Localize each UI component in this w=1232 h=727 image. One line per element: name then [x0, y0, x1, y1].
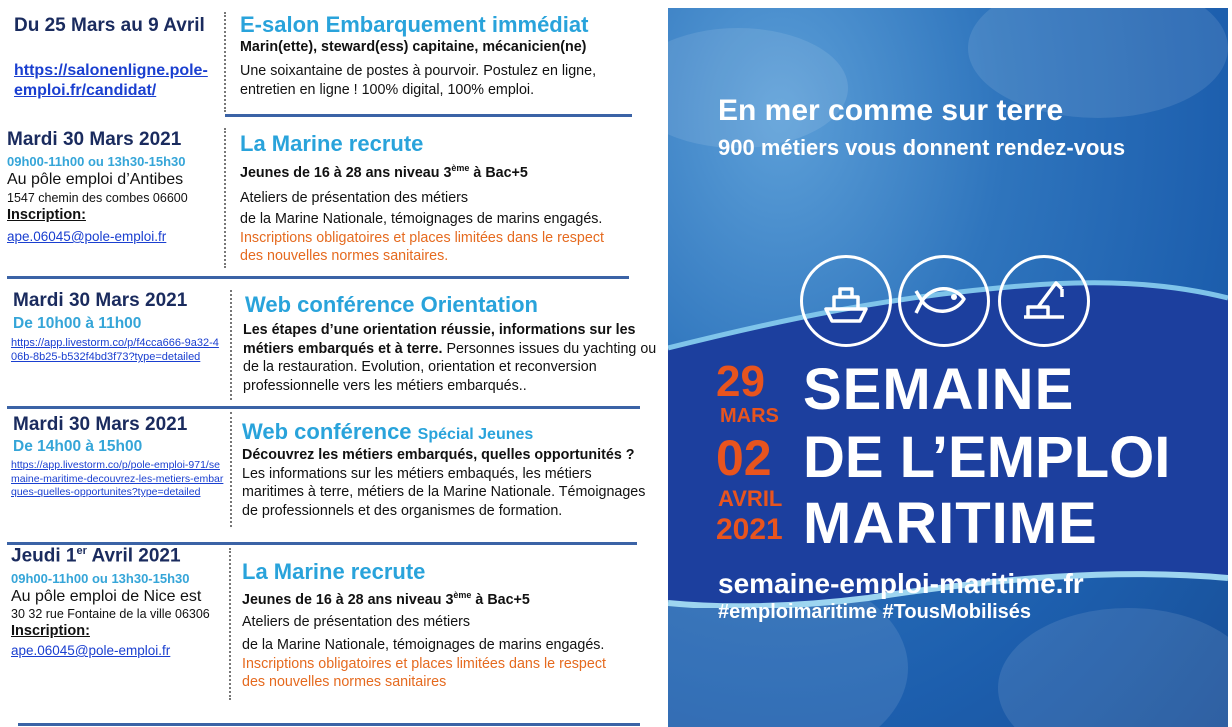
row5-body2: de la Marine Nationale, témoignages de marins engagés. Inscriptions obligatoires et places limitées dans le respect des nouvelles normes sanitaires: [242, 637, 606, 690]
row1-date: Du 25 Mars au 9 Avril: [14, 15, 205, 36]
poster-month1: MARS: [720, 405, 779, 427]
row2-email-link[interactable]: ape.06045@pole-emploi.fr: [7, 229, 167, 244]
separator: [7, 406, 640, 409]
row4-date: Mardi 30 Mars 2021: [13, 414, 188, 435]
row5-email-link[interactable]: ape.06045@pole-emploi.fr: [11, 643, 171, 658]
ship-icon: [800, 255, 892, 347]
row2-date: Mardi 30 Mars 2021: [7, 129, 182, 150]
row2-body2: de la Marine Nationale, témoignages de marins engagés. Inscriptions obligatoires et places limitées dans le respect des nouvelles normes sanitaires.: [240, 211, 604, 264]
poster-month2: AVRIL: [718, 486, 783, 511]
divider: [230, 290, 232, 400]
poster-big3: MARITIME: [803, 491, 1098, 556]
row3-livestorm-link[interactable]: https://app.livestorm.co/p/f4cca666-9a32-406b-8b25-b532f4bd3f73?type=detailed: [11, 337, 219, 363]
row2-title: La Marine recrute: [240, 131, 424, 156]
row3-time: De 10h00 à 11h00: [13, 315, 142, 332]
row4-livestorm-link[interactable]: https://app.livestorm.co/p/pole-emploi-971/semaine-maritime-decouvrez-les-metiers-embarques-quelles-opportunites?type=detailed: [11, 459, 224, 499]
row2-body1: Ateliers de présentation des métiers: [240, 190, 469, 206]
poster-big1: SEMAINE: [803, 357, 1075, 422]
row5-address: 30 32 rue Fontaine de la ville 06306: [11, 607, 210, 621]
row2-subtitle: Jeunes de 16 à 28 ans niveau 3ème à Bac+5: [240, 163, 528, 181]
divider: [224, 128, 226, 268]
poster-day1: 29: [716, 357, 765, 406]
poster-headline2: 900 métiers vous donnent rendez-vous: [718, 135, 1126, 160]
row1-title: E-salon Embarquement immédiat: [240, 12, 589, 37]
row3-date: Mardi 30 Mars 2021: [13, 290, 188, 311]
separator: [18, 723, 640, 726]
row5-date: Jeudi 1er Avril 2021: [11, 545, 181, 567]
separator: [225, 114, 632, 117]
row5-subtitle: Jeunes de 16 à 28 ans niveau 3ème à Bac+5: [242, 590, 530, 608]
row2-time: 09h00-11h00 ou 13h30-15h30: [7, 154, 186, 169]
poster-day2: 02: [716, 430, 772, 486]
row3-body: Les étapes d’une orientation réussie, informations sur les métiers embarqués et à terre. Personnes issues du yachting ou de la restauration. Evolution, orientation et reconversion professionnelle vers les métiers embarqués..: [243, 322, 657, 394]
divider: [224, 12, 226, 112]
row4-body: Découvrez les métiers embarqués, quelles opportunités ? Les informations sur les métiers embaqués, les métiers maritimes à terre, métiers de la Marine Nationale. Témoignages de professionnels et des organismes de formation.: [242, 447, 646, 519]
row5-time: 09h00-11h00 ou 13h30-15h30: [11, 571, 190, 586]
separator: [7, 276, 629, 279]
poster-big2: DE L’EMPLOI: [803, 425, 1171, 490]
row5-title: La Marine recrute: [242, 559, 426, 584]
crane-icon: [998, 255, 1090, 347]
salon-link[interactable]: https://salonenligne.pole-emploi.fr/candidat/: [14, 62, 208, 99]
row4-title: Web conférence Spécial Jeunes: [242, 419, 534, 444]
poster-url: semaine-emploi-maritime.fr: [718, 568, 1084, 599]
event-poster: [668, 8, 1228, 727]
poster-hashtags: #emploimaritime #TousMobilisés: [718, 601, 1032, 623]
row2-address: 1547 chemin des combes 06600: [7, 191, 188, 205]
row5-place: Au pôle emploi de Nice est: [11, 588, 202, 605]
row2-inscription-label: Inscription:: [7, 207, 86, 223]
poster-headline1: En mer comme sur terre: [718, 94, 1064, 127]
row1-subtitle: Marin(ette), steward(ess) capitaine, mécanicien(ne): [240, 39, 587, 55]
row5-body1: Ateliers de présentation des métiers: [242, 614, 471, 630]
divider: [230, 412, 232, 527]
row2-place: Au pôle emploi d’Antibes: [7, 171, 184, 188]
row4-time: De 14h00 à 15h00: [13, 438, 143, 455]
fish-icon: [898, 255, 990, 347]
row5-inscription-label: Inscription:: [11, 623, 90, 639]
row1-body: Une soixantaine de postes à pourvoir. Postulez en ligne, entretien en ligne ! 100% digital, 100% emploi.: [240, 63, 597, 98]
divider: [229, 548, 231, 700]
poster-year: 2021: [716, 513, 783, 546]
row3-title: Web conférence Orientation: [245, 292, 538, 317]
